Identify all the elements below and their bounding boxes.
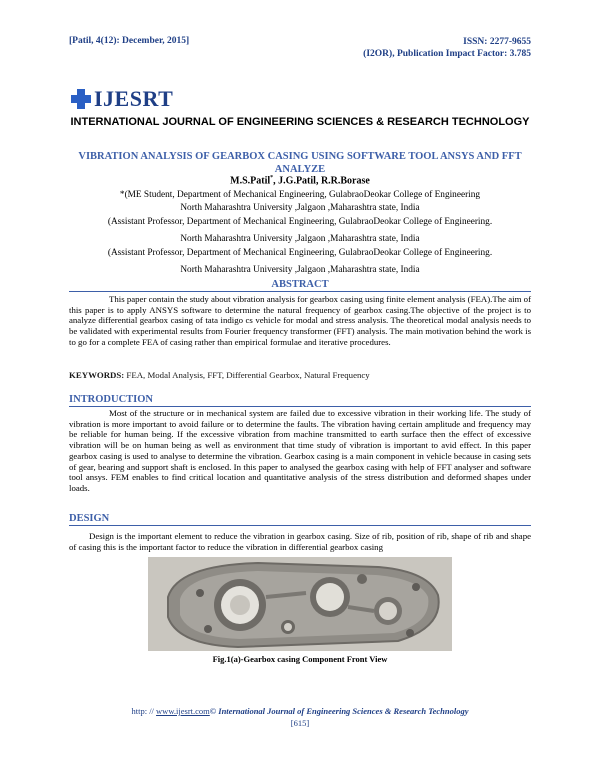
footer: [69, 706, 531, 716]
logo-text: IJESRT: [94, 86, 174, 111]
abstract-body: This paper contain the study about vibration analysis for gearbox casing using finite element analysis (FEA).The aim of this paper is to apply ANSYS software to determine the natural frequency of gearbox casing.The objective of the project is to analyze differential gearbox casing of tata indigo cs vehicle for modal and stress analysis. The theoretical modal analysis needs to be validated with experimental results from Fourier frequency transformer (FFT) analysis. The main motivation behind the work is to go for a complete FEA of casing rather than empirical formulae and iterative procedures.: [69, 294, 531, 347]
introduction-body: Most of the structure or in mechanical system are failed due to excessive vibration in their working life. The study of vibration is more important to avoid failure or to determine the faults. The vibration having certain amplitude and frequency may be reliable for human being. If the excessive vibration from machine transmitted to earth surface then the effect of excessive vibration will be on human being as well as environment that time study of vibration is important to avid effect. In this paper gearbox casing is used to analyse to determine the vibration. Gearbox casing is a main component in vehicle because in casing sets of gear, bearing and support shaft is enclosed. In this paper to analysed the gearbox casing with help of FFT analyser and software tool ansys. FEM enables to find critical location and quantitative analysis of the stress distribution and deformed shapes under loads.: [69, 408, 531, 493]
gearbox-casing-illustration: [148, 557, 452, 651]
page-number: [615]: [290, 718, 310, 728]
affiliation-2: [70, 216, 530, 246]
keywords-label: KEYWORDS:: [69, 370, 125, 380]
header-impact-factor: (I2OR), Publication Impact Factor: 3.785: [363, 49, 531, 59]
medical-cross-icon: [70, 88, 92, 110]
affiliation-1-line-2: North Maharashtra University ,Jalgaon ,Maharashtra state, India: [180, 203, 420, 213]
header-citation: [Patil, 4(12): December, 2015]: [69, 36, 190, 46]
design-body: Design is the important element to reduce the vibration in gearbox casing. Size of rib, position of rib, shape of rib and shape of casing this is the important factor to reduce the vibration in differential gearbox casing: [69, 531, 531, 552]
header-issn: ISSN: 2277-9655: [463, 37, 531, 47]
journal-logo: [70, 86, 173, 112]
author-1: M.S.Patil: [230, 175, 271, 187]
abstract-heading: ABSTRACT: [69, 279, 531, 292]
authors: [70, 175, 530, 186]
affiliation-1-line-1: *(ME Student, Department of Mechanical Engineering, GulabraoDeokar College of Engineering: [119, 190, 481, 200]
gearbox-casing-photo: [148, 557, 452, 651]
footer-prefix: http: //: [131, 706, 157, 716]
authors-rest: , J.G.Patil, R.R.Borase: [273, 175, 370, 187]
journal-website-link[interactable]: www.ijesrt.com: [156, 706, 210, 716]
affiliation-3: [70, 247, 530, 277]
keywords: [69, 370, 531, 380]
figure-caption: Fig.1(a)-Gearbox casing Component Front View: [212, 654, 388, 664]
header-issn-block: [363, 36, 531, 60]
affiliation-2-line-2: North Maharashtra University ,Jalgaon ,Maharashtra state, India: [180, 234, 420, 244]
design-heading: DESIGN: [69, 513, 531, 526]
affiliation-3-line-2: North Maharashtra University ,Jalgaon ,Maharashtra state, India: [180, 265, 420, 275]
journal-name: INTERNATIONAL JOURNAL OF ENGINEERING SCIENCES & RESEARCH TECHNOLOGY: [70, 116, 530, 128]
affiliation-2-line-1: (Assistant Professor, Department of Mechanical Engineering, GulabraoDeokar College of Engineering.: [107, 217, 493, 227]
affiliation-3-line-1: (Assistant Professor, Department of Mechanical Engineering, GulabraoDeokar College of Engineering.: [107, 248, 493, 258]
keywords-text: FEA, Modal Analysis, FFT, Differential Gearbox, Natural Frequency: [124, 370, 370, 380]
affiliation-1: [70, 189, 530, 215]
paper-title: VIBRATION ANALYSIS OF GEARBOX CASING USING SOFTWARE TOOL ANSYS AND FFT ANALYZE: [78, 151, 522, 175]
footer-copyright: © International Journal of Engineering Sciences & Research Technology: [209, 706, 469, 716]
introduction-heading: INTRODUCTION: [69, 394, 531, 407]
author-1-mark: *: [270, 175, 274, 181]
